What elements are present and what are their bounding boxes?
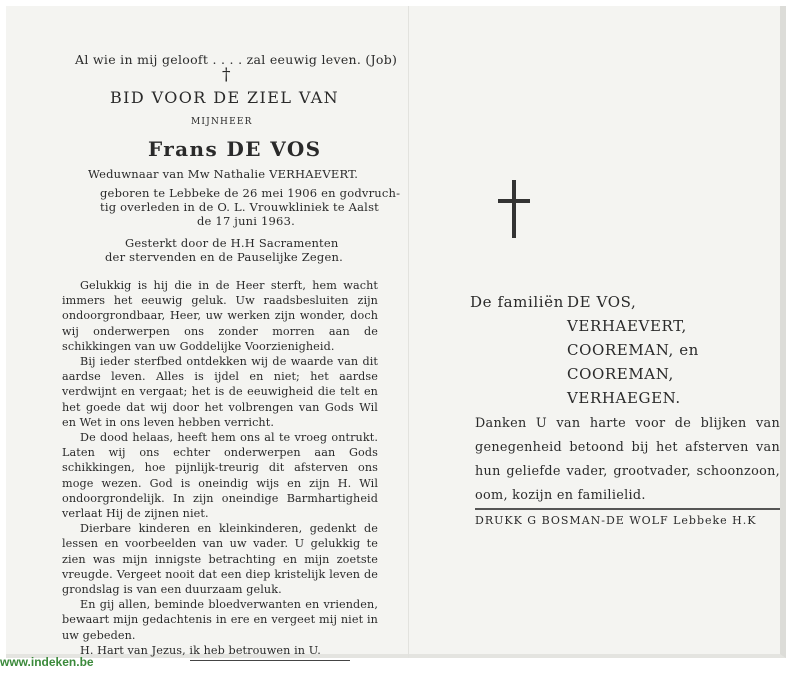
- sacrament-line-1: Gesterkt door de H.H Sacramenten: [125, 236, 339, 250]
- printer-credit: DRUKK G BOSMAN-DE WOLF Lebbeke H.K: [475, 514, 757, 527]
- paragraph: Gelukkig is hij die in de Heer sterft, hem wacht immers het eeuwig geluk. Uw raadsbesluiten zijn ondoorgrondbaar, Heer, uw werken zijn wonder, doch wij onderwerpen ons zonder morren aan de schikkingen van uw Goddelijke Voorzienigheid.: [62, 279, 378, 353]
- small-cross-icon: †: [222, 65, 231, 85]
- deceased-name: Frans DE VOS: [148, 137, 322, 161]
- title-word: MIJNHEER: [191, 117, 253, 127]
- thanks-text: Danken U van harte voor de blijken van genegenheid betoond bij het afsterven van hun geliefde vader, grootvader, schoonzoon, oom, kozijn en familielid.: [475, 416, 780, 503]
- paragraph: H. Hart van Jezus, ik heb betrouwen in U.: [80, 643, 321, 657]
- card-fold-line: [408, 6, 409, 658]
- family-name: VERHAEGEN.: [567, 389, 681, 407]
- birth-line-1: geboren te Lebbeke de 26 mei 1906 en godvruch-: [100, 186, 401, 200]
- family-name: DE VOS,: [567, 293, 637, 311]
- birth-line-3: de 17 juni 1963.: [197, 214, 295, 228]
- large-cross-icon: [498, 180, 530, 238]
- sacrament-line-2: der stervenden en de Pauselijke Zegen.: [105, 250, 343, 264]
- family-list: [470, 290, 699, 410]
- epigraph: Al wie in mij gelooft . . . . zal eeuwig leven. (Job): [75, 52, 398, 67]
- paragraph: Dierbare kinderen en kleinkinderen, gedenkt de lessen en voorbeelden van uw vader. U gelukkig te zien was mijn innigste betrachting en mijn zoetste vreugde. Vergeet nooit dat een diep kristelijk leven de grondslag is van een duurzaam geluk.: [62, 522, 378, 597]
- paragraph: Bij ieder sterfbed ontdekken wij de waarde van dit aardse leven. Alles is ijdel en niet; het aardse verdwijnt en vergaat; het is de eeuwigheid die telt en het goede dat wij door het volbrengen van Gods Wil en Wet in ons leven hebben verricht.: [62, 355, 378, 429]
- paragraph: De dood helaas, heeft hem ons al te vroeg ontrukt. Laten wij ons echter onderwerpen aan Gods schikkingen, hoe pijnlijk-treurig dit afsterven ons moge wezen. God is oneindig wijs en zijn H. Wil ondoorgrondelijk. In zijn oneindige Barmhartigheid verlaat Hij de zijnen niet.: [62, 431, 378, 521]
- family-name: COOREMAN,: [567, 365, 674, 383]
- birth-line-2: tig overleden in de O. L. Vrouwkliniek te Aalst: [100, 200, 379, 214]
- prayer-text: [62, 278, 378, 658]
- family-name: VERHAEVERT,: [567, 317, 687, 335]
- families-lead: De familiën: [470, 293, 564, 311]
- prayer-heading: BID VOOR DE ZIEL VAN: [110, 88, 340, 107]
- widower-line: Weduwnaar van Mw Nathalie VERHAEVERT.: [88, 167, 359, 181]
- printer-rule: [475, 508, 780, 510]
- paragraph: En gij allen, beminde bloedverwanten en vrienden, bewaart mijn gedachtenis in ere en vergeet mij niet in uw gebeden.: [62, 598, 378, 642]
- watermark: www.indeken.be: [0, 655, 94, 669]
- closing-rule: [190, 660, 350, 661]
- family-name: COOREMAN, en: [567, 341, 699, 359]
